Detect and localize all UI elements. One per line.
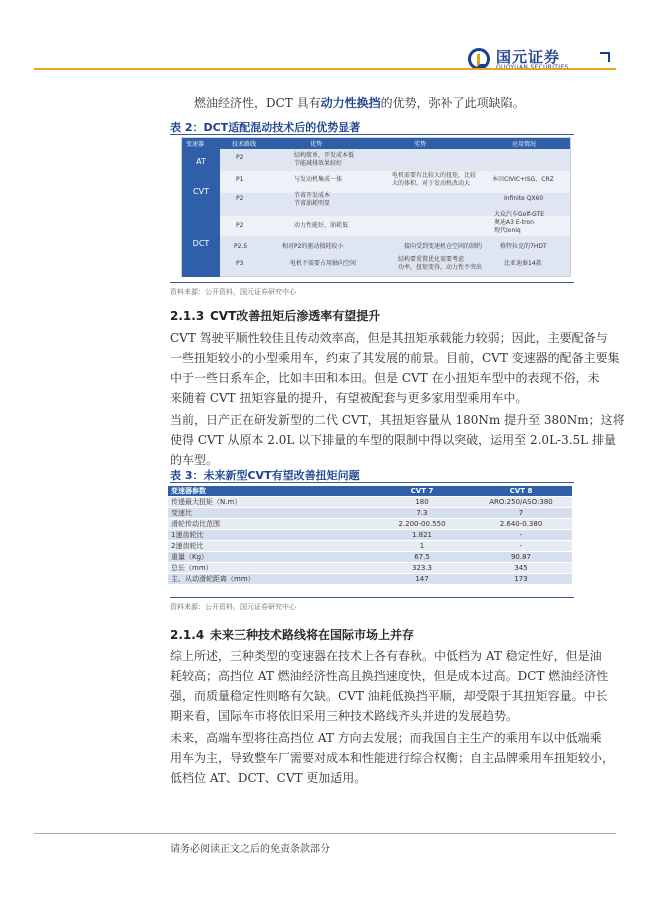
table3-header-cell: 变速器参数 xyxy=(168,486,374,497)
table2-figure xyxy=(181,137,571,277)
table2-group-cvt: CVT xyxy=(193,187,209,196)
table3-cell: 2.200-00.550 xyxy=(374,519,470,530)
table3-cell: 7 xyxy=(470,508,572,519)
text-line: 低档位 AT、DCT、CVT 更加适用。 xyxy=(170,771,367,785)
footer-rule xyxy=(34,833,616,834)
table2-route: P2.5 xyxy=(234,243,248,250)
section-213-number: 2.1.3 xyxy=(170,309,205,323)
intro-part-b: 动力性换挡 xyxy=(320,96,381,110)
section-213-title: CVT改善扭矩后渗透率有望提升 xyxy=(210,309,381,323)
table-row xyxy=(168,541,572,552)
table3-cell: 变速比 xyxy=(168,508,374,519)
table-row xyxy=(168,574,572,585)
table2-caption: 表 2：DCT适配混动技术后的优势显著 xyxy=(170,121,361,134)
logo-mark-icon xyxy=(468,48,490,70)
table-row xyxy=(168,530,572,541)
table2-top-rule xyxy=(170,134,574,135)
table3-cell: - xyxy=(470,530,572,541)
footer-disclaimer: 请务必阅读正文之后的免责条款部分 xyxy=(170,844,330,855)
text-line: 用车为主，导致整车厂需要对成本和性能进行综合权衡；自主品牌乘用车扭矩较小， xyxy=(170,751,615,765)
text-line: 未来，高端车型将往高挡位 AT 方向去发展；而我国自主生产的乘用车以中低端乘 xyxy=(170,731,602,745)
table2-route: P1 xyxy=(236,176,244,183)
logo-text-cn: 国元证券 xyxy=(496,48,561,66)
table3-cell: ARO:250/ASO:380 xyxy=(470,497,572,508)
section-213-paragraph-1 xyxy=(170,328,620,408)
table-row xyxy=(168,563,572,574)
table3-cell: 147 xyxy=(374,574,470,585)
table2-disadvantage: 接向受到变速机仓空间的制约 xyxy=(404,243,483,250)
table-row xyxy=(168,497,572,508)
table3-cell: 1.821 xyxy=(374,530,470,541)
table2-group-at: AT xyxy=(196,157,206,166)
table-row xyxy=(168,508,572,519)
table2-source: 资料来源：公开资料，国元证券研究中心 xyxy=(170,288,296,296)
table2-advantage: 电机不需要占用轴向空间 xyxy=(290,260,357,267)
header-corner-decoration xyxy=(600,52,610,62)
table3-cell: 67.5 xyxy=(374,552,470,563)
table3-cell: 7.3 xyxy=(374,508,470,519)
text-line: 一些扭矩较小的小型乘用车，约束了其发展的前景。目前，CVT 变速器的配备主要集 xyxy=(170,351,620,365)
text-line: 的车型。 xyxy=(170,453,219,467)
table3-cell: 总长（mm） xyxy=(168,563,374,574)
table2-disadvantage: 结构要重置优化需要考虑 功率，扭矩变得，动力性不突出 xyxy=(398,256,483,271)
table3-cell: 180 xyxy=(374,497,470,508)
intro-part-c: 的优势，弥补了此项缺陷。 xyxy=(380,96,525,110)
intro-part-a: 燃油经济性，DCT 具有 xyxy=(194,96,321,110)
table2-route: P3 xyxy=(236,260,244,267)
table3-header-cell: CVT 7 xyxy=(374,486,470,497)
header-rule xyxy=(34,68,616,70)
table3-cell: 主、从动滑轮距离（mm） xyxy=(168,574,374,585)
table2-disadvantage: 电机需要有比较大的扭矩，比较 大的体积，对于发动机改动大 xyxy=(392,172,477,187)
section-214-paragraph-1 xyxy=(170,646,608,726)
table3-cell: 传递最大扭矩（N.m） xyxy=(168,497,374,508)
text-line: 来随着 CVT 扭矩容量的提升，有望被配套与更多家用型乘用车中。 xyxy=(170,391,528,405)
table2-route: P2 xyxy=(236,222,244,229)
text-line: 耗较高；高挡位 AT 燃油经济性高且换挡速度快，但是成本过高。DCT 燃油经济性 xyxy=(170,669,609,683)
table3-header-row xyxy=(168,486,572,497)
table2-application: 大众汽车Golf-GTE 奥迪A3 E-tron 现代Ioniq xyxy=(494,211,545,234)
table2-application: 比亚迪秦14款 xyxy=(504,260,542,267)
text-line: 强，而质量稳定性则略有欠缺。CVT 油耗低换挡平顺，却受限于其扭矩容量。中长 xyxy=(170,689,608,703)
section-213-heading xyxy=(170,307,380,324)
table3-cell: 2.640-0.380 xyxy=(470,519,572,530)
table2-header-0: 变速器 xyxy=(186,141,205,148)
table3-cell: 1 xyxy=(374,541,470,552)
table2-advantage: 动力性能好，油耗低 xyxy=(294,222,349,229)
table2-group-dct: DCT xyxy=(192,239,210,248)
table3-cell: - xyxy=(470,541,572,552)
text-line: 使得 CVT 从原本 2.0L 以下排量的车型的限制中得以突破，运用至 2.0L-3.5L 排量 xyxy=(170,433,616,447)
table-row xyxy=(168,519,572,530)
table2-header xyxy=(182,138,570,149)
text-line: 期来看，国际车市将依旧采用三种技术路线齐头并进的发展趋势。 xyxy=(170,709,519,723)
table3-bottom-rule xyxy=(170,597,574,598)
table3-cell: 滑轮传动比范围 xyxy=(168,519,374,530)
table2-route: P2 xyxy=(236,195,244,202)
table2-header-1: 技术路线 xyxy=(232,141,257,148)
table2-advantage: 相对P2的驱动损耗较小 xyxy=(282,243,344,250)
table3-cell: 90.87 xyxy=(470,552,572,563)
table2-header-3: 劣势 xyxy=(414,141,427,148)
section-214-heading xyxy=(170,626,414,643)
text-line: CVT 驾驶平顺性较佳且传动效率高，但是其扭矩承载能力较弱；因此，主要配备与 xyxy=(170,331,608,345)
table2-advantage: 与发动机集成一体 xyxy=(294,176,343,183)
table2-header-2: 优势 xyxy=(310,141,323,148)
table3-source: 资料来源：公开资料，国元证券研究中心 xyxy=(170,603,296,611)
table2-bottom-rule xyxy=(170,282,574,283)
section-214-number: 2.1.4 xyxy=(170,628,205,642)
table3-cell: 323.3 xyxy=(374,563,470,574)
intro-line xyxy=(194,93,525,113)
table2-advantage: 节省开发成本 节省油耗明显 xyxy=(294,192,331,207)
table2-header-4: 应用情况 xyxy=(512,141,537,148)
table2-advantage: 结构简单，开发成本低 节能减排效果较好 xyxy=(294,152,355,167)
section-213-paragraph-2 xyxy=(170,410,625,470)
table-row xyxy=(168,552,572,563)
table2-group-column xyxy=(182,149,220,277)
table3-top-rule xyxy=(170,482,574,483)
table2-route: P2 xyxy=(236,154,244,161)
table3-header-cell: CVT 8 xyxy=(470,486,572,497)
table3-caption: 表 3：未来新型CVT有望改善扭矩问题 xyxy=(170,469,360,482)
table3 xyxy=(168,486,572,585)
table2-application: 本田CIVIC+ISG，CRZ xyxy=(492,176,554,183)
table3-cell: 2速齿轮比 xyxy=(168,541,374,552)
text-line: 综上所述，三种类型的变速器在技术上各有春秋。中低档为 AT 稳定性好，但是油 xyxy=(170,649,602,663)
table2-application: 格特拉克的7HDT xyxy=(500,243,547,250)
table3-cell: 重量（Kg） xyxy=(168,552,374,563)
section-214-title: 未来三种技术路线将在国际市场上并存 xyxy=(210,628,415,642)
table3-cell: 345 xyxy=(470,563,572,574)
table3-cell: 1速齿轮比 xyxy=(168,530,374,541)
text-line: 当前，日产正在研发新型的二代 CVT，其扭矩容量从 180Nm 提升至 380Nm；这将 xyxy=(170,413,625,427)
text-line: 中于一些日系车企，比如丰田和本田。但是 CVT 在小扭矩车型中的表现不俗，未 xyxy=(170,371,600,385)
table2-application: Infinite QX60 xyxy=(504,195,544,202)
table3-cell: 173 xyxy=(470,574,572,585)
section-214-paragraph-2 xyxy=(170,728,614,788)
